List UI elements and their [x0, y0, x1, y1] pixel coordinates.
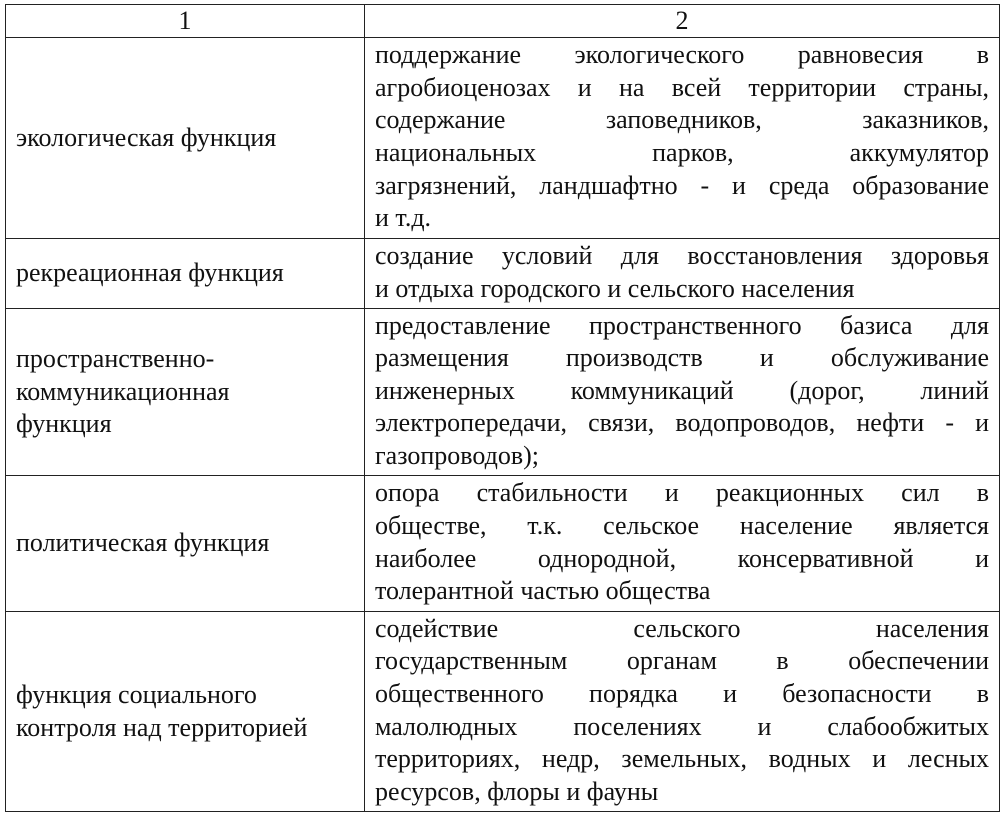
function-name-line: контроля над территорией [16, 712, 308, 742]
description-line: малолюдных поселениях и слабообжитых [375, 711, 989, 741]
description-line: размещения производств и обслуживание [375, 343, 989, 373]
function-name-cell [6, 309, 365, 476]
function-description-cell [365, 309, 1000, 476]
function-description-cell [365, 476, 1000, 612]
description-line: обществе, т.к. сельское население является [375, 510, 989, 540]
function-name: политическая функция [16, 528, 270, 558]
description-line: поддержание экологического равновесия в [375, 40, 989, 70]
function-name-cell [6, 38, 365, 239]
table-row [6, 239, 1000, 309]
description-line: агробиоценозах и на всей территории страны, [375, 72, 989, 102]
description-line: и отдыха городского и сельского населения [375, 273, 855, 303]
description-line: газопроводов); [375, 440, 539, 470]
header-row [6, 5, 1000, 38]
column-header-2: 2 [365, 5, 1000, 38]
functions-table [5, 4, 1000, 812]
function-name: рекреационная функция [16, 258, 284, 288]
description-line: опора стабильности и реакционных сил в [375, 478, 989, 508]
description-line: и т.д. [375, 203, 432, 233]
description-line: общественного порядка и безопасности в [375, 678, 989, 708]
table-row [6, 309, 1000, 476]
function-name-line: коммуникационная [16, 376, 230, 406]
description-line: создание условий для восстановления здоровья [375, 240, 989, 270]
description-line: национальных парков, аккумулятор [375, 138, 989, 167]
function-description-cell [365, 612, 1000, 812]
description-line: инженерных коммуникаций (дорог, линий [375, 375, 989, 405]
description-line: загрязнений, ландшафтно - и среда образование [375, 170, 989, 200]
table-row [6, 476, 1000, 612]
description-line: толерантной частью общества [375, 576, 711, 606]
function-name: экологическая функция [16, 122, 277, 152]
function-description-cell [365, 239, 1000, 309]
function-name-line: функция социального [16, 679, 257, 709]
description-line: наиболее однородной, консервативной и [375, 543, 989, 573]
function-name-line: функция [16, 409, 112, 439]
function-description-cell [365, 38, 1000, 239]
function-name-cell [6, 612, 365, 812]
description-line: электропередачи, связи, водопроводов, нефти - и [375, 408, 989, 438]
description-line: ресурсов, флоры и фауны [375, 776, 659, 806]
description-line: территориях, недр, земельных, водных и лесных [375, 744, 989, 774]
function-name-line: пространственно- [16, 344, 215, 374]
description-line: содержание заповедников, заказников, [375, 105, 989, 135]
column-header-1: 1 [6, 5, 365, 38]
table-row [6, 612, 1000, 812]
description-line: государственным органам в обеспечении [375, 646, 989, 676]
function-name-cell [6, 239, 365, 309]
description-line: предоставление пространственного базиса для [375, 310, 989, 340]
description-line: содействие сельского населения [375, 613, 989, 643]
table-row [6, 38, 1000, 239]
function-name-cell [6, 476, 365, 612]
